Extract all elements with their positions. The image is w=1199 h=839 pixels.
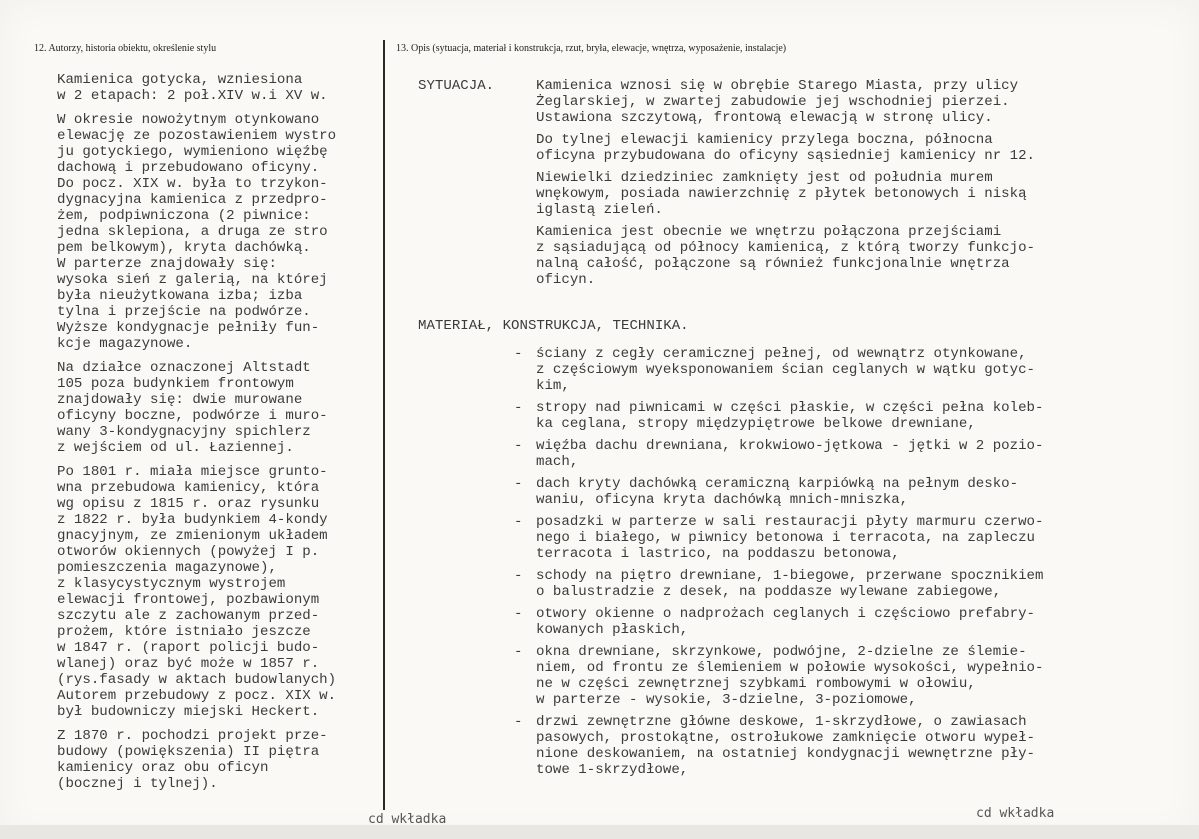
list-item-text: okna drewniane, skrzynkowe, podwójne, 2-dzielne ze ślemie- niem, od frontu ze ślemieniem w połowie wysokości, wypełnio- ne w części zewnętrznej szybkami rombowymi w ołowiu, w parterze - wysokie, 3-dzielne, 3-poziomowe, (536, 644, 1044, 708)
section-13-header: 13. Opis (sytuacja, materiał i konstrukcja, rzut, bryła, elewacje, wnętrza, wyposażenie, instalacje) (396, 43, 787, 54)
dash-marker: - (514, 606, 523, 622)
list-item-text: posadzki w parterze w sali restauracji płyty marmuru czerwo- nego i białego, w piwnicy betonowa i terracota, na zapleczu terracota i lastrico, na poddaszu betonowa, (536, 514, 1044, 562)
list-item-text: więźba dachu drewniana, krokwiowo-jętkowa - jętki w 2 pozio- mach, (536, 438, 1044, 470)
page-edge (0, 825, 1199, 839)
dash-marker: - (514, 568, 523, 584)
situation-paragraph: Kamienica jest obecnie we wnętrzu połączona przejściami z sąsiadującą od północy kamienicą, z którą tworzy funkcjo- nalną całość, połączone są również funkcjonalnie wnętrza oficyn. (536, 224, 1035, 288)
list-item (514, 568, 1154, 600)
list-item (514, 514, 1154, 562)
history-paragraph: Po 1801 r. miała miejsce grunto- wna przebudowa kamienicy, która wg opisu z 1815 r. oraz rysunku z 1822 r. była budynkiem 4-kondy gnacyjnym, ze zmienionym układem otworów okiennych (powyżej I p. pomieszczenia magazynowe), z klasycystycznym wystrojem elewacji frontowej, pozbawionym szczytu ale z zachowanym przed- prożem, które istniało jeszcze w 1847 r. (raport policji budo- wlanej) oraz być może w 1857 r. (rys.fasady w aktach budowlanych) Autorem przebudowy z pocz. XIX w. był budowniczy miejski Heckert. (57, 464, 337, 720)
dash-marker: - (514, 400, 523, 416)
situation-paragraph: Niewielki dziedziniec zamknięty jest od południa murem wnękowym, posiada nawierzchnię z płytek betonowych i niską iglastą zieleń. (536, 170, 1027, 218)
situation-paragraph: Do tylnej elewacji kamienicy przylega boczna, północna oficyna przybudowana do oficyny sąsiedniej kamienicy nr 12. (536, 132, 1035, 164)
situation-body (536, 78, 1035, 294)
list-item (514, 476, 1154, 508)
list-item (514, 606, 1154, 638)
list-item-text: otwory okienne o nadprożach ceglanych i częściowo prefabry- kowanych płaskich, (536, 606, 1035, 638)
history-paragraph: Na działce oznaczonej Altstadt 105 poza budynkiem frontowym znajdowały się: dwie murowane oficyny boczne, podwórze i muro- wany 3-kondygnacyjny spichlerz z wejściem od ul. Łaziennej. (57, 360, 328, 456)
list-item-text: drzwi zewnętrzne główne deskowe, 1-skrzydłowe, o zawiasach pasowych, prostokątne, ostrołukowe zamknięcie otworu wypeł- nione deskowaniem, na ostatniej kondygnacji wewnętrzne pły- towe 1-skrzydłowe, (536, 714, 1035, 778)
history-paragraph: Z 1870 r. pochodzi projekt prze- budowy (powiększenia) II piętra kamienicy oraz obu oficyn (bocznej i tylnej). (57, 728, 328, 792)
list-item (514, 714, 1154, 778)
situation-paragraph: Kamienica wznosi się w obrębie Starego Miasta, przy ulicy Żeglarskiej, w zwartej zabudowie jej wschodniej pierzei. Ustawiona szczytową, frontową elewacją w stronę ulicy. (536, 78, 1019, 126)
history-column (57, 72, 383, 800)
dash-marker: - (514, 644, 523, 660)
history-paragraph: Kamienica gotycka, wzniesiona w 2 etapach: 2 poł.XIV w.i XV w. (57, 72, 328, 104)
list-item (514, 644, 1154, 708)
list-item-text: ściany z cegły ceramicznej pełnej, od wewnątrz otynkowane, z częściowym wyeksponowaniem ścian ceglanych w wątku gotyc- kim, (536, 346, 1035, 394)
list-item (514, 438, 1154, 470)
list-item-text: stropy nad piwnicami w części płaskie, w części pełna koleb- ka ceglana, stropy międzypiętrowe belkowe drewniane, (536, 400, 1044, 432)
list-item (514, 346, 1154, 394)
dash-marker: - (514, 714, 523, 730)
dash-marker: - (514, 346, 523, 362)
material-heading: MATERIAŁ, KONSTRUKCJA, TECHNIKA. (418, 318, 689, 334)
dash-marker: - (514, 438, 523, 454)
continuation-stamp: cd wkładka (976, 806, 1055, 821)
section-12-header: 12. Autorzy, historia obiektu, określenie stylu (34, 43, 217, 54)
column-divider (383, 40, 385, 810)
history-paragraph: W okresie nowożytnym otynkowano elewację ze pozostawieniem wystro ju gotyckiego, wymieniono więźbę dachową i przebudowano oficyny. Do pocz. XIX w. była to trzykon- dygnacyjna kamienica z przedpro- żem, podpiwniczona (2 piwnice: jedna sklepiona, a druga ze stro pem belkowym), kryta dachówką. W parterze znajdowały się: wysoka sień z galerią, na której była nieużytkowana izba; izba tylna i przejście na podwórze. Wyższe kondygnacje pełniły fun- kcje magazynowe. (57, 112, 337, 352)
continuation-stamp: cd wkładka (368, 812, 447, 827)
dash-marker: - (514, 476, 523, 492)
list-item (514, 400, 1154, 432)
list-item-text: dach kryty dachówką ceramiczną karpiówką na pełnym desko- waniu, oficyna kryta dachówką mnich-mniszka, (536, 476, 1019, 508)
dash-marker: - (514, 514, 523, 530)
list-item-text: schody na piętro drewniane, 1-biegowe, przerwane spocznikiem o balustradzie z desek, na poddasze wylewane zabiegowe, (536, 568, 1044, 600)
situation-label: SYTUACJA. (418, 78, 495, 94)
material-list (514, 346, 1154, 784)
